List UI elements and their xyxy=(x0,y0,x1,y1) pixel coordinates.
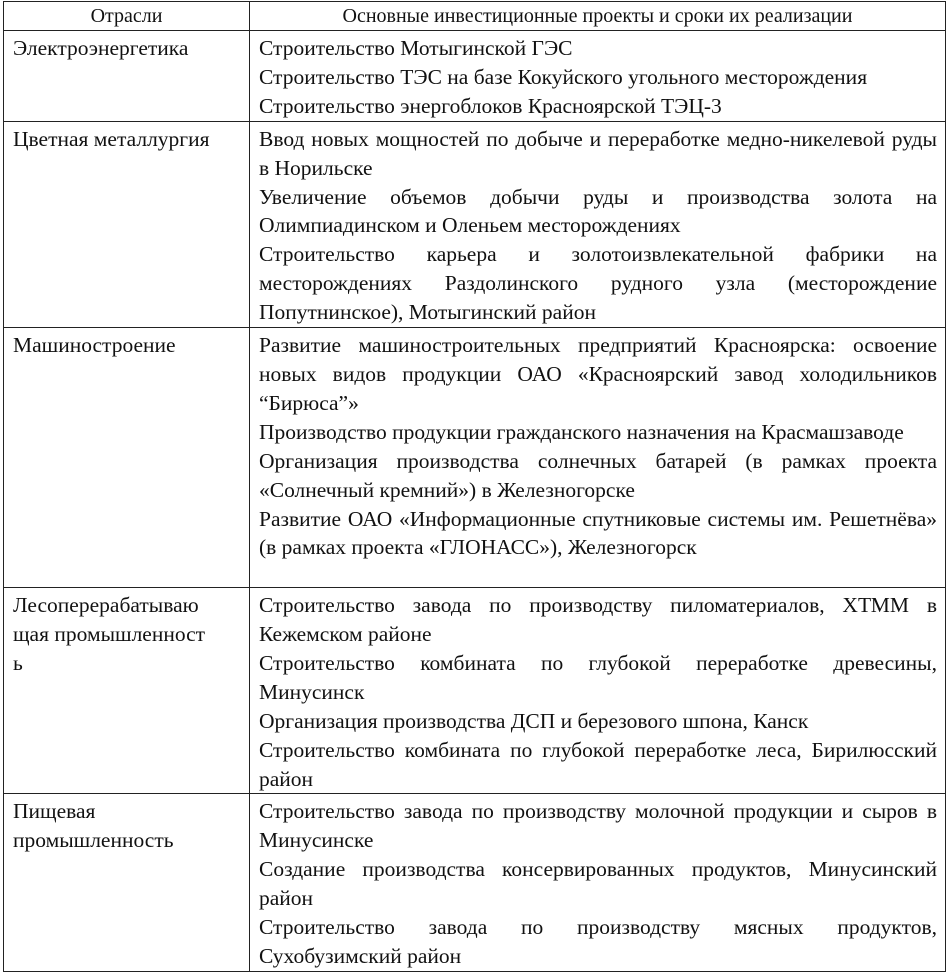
sector-name: Цветная металлургия xyxy=(13,126,210,151)
project-item: Создание производства консервированных продуктов, Минусинский район xyxy=(259,857,937,911)
sector-cell xyxy=(4,588,250,794)
sector-name: Лесоперерабатывающая промышленность xyxy=(13,593,206,675)
project-item: Строительство энергоблоков Красноярской ТЭЦ-3 xyxy=(259,93,722,118)
project-item: Увеличение объемов добычи руды и производства золота на Олимпиадинском и Оленьем месторождениях xyxy=(259,184,937,238)
investment-projects-table xyxy=(3,1,946,972)
project-item: Строительство завода по производству пиломатериалов, ХТММ в Кежемском районе xyxy=(259,593,937,646)
projects-cell xyxy=(250,121,946,327)
project-item: Строительство ТЭС на базе Кокуйского угольного месторождения xyxy=(259,64,868,89)
header-sector: Отрасли xyxy=(4,2,250,31)
sector-cell xyxy=(4,794,250,971)
table-row xyxy=(4,31,946,122)
table-row xyxy=(4,588,946,794)
table-row xyxy=(4,328,946,588)
sector-cell xyxy=(4,121,250,327)
projects-cell xyxy=(250,328,946,588)
sector-name: Электроэнергетика xyxy=(13,36,189,60)
project-item: Строительство Мотыгинской ГЭС xyxy=(259,36,573,60)
project-item: Развитие машиностроительных предприятий Красноярска: освоение новых видов продукции ОАО «Красноярский завод холодильников “Бирюса”» xyxy=(259,333,937,415)
project-item: Производство продукции гражданского назначения на Красмашзаводе xyxy=(259,419,904,444)
sector-name: Пищевая промышленность xyxy=(13,799,174,853)
projects-cell xyxy=(250,588,946,794)
project-item: Организация производства ДСП и березового шпона, Канск xyxy=(259,708,809,733)
project-item: Строительство карьера и золотоизвлекательной фабрики на месторождениях Раздолинского рудного узла (месторождение Попутнинское), Мотыгинский район xyxy=(259,242,937,325)
table-row xyxy=(4,794,946,971)
project-item: Строительство завода по производству молочной продукции и сыров в Минусинске xyxy=(259,799,937,853)
project-item: Строительство завода по производству мясных продуктов, Сухобузимский район xyxy=(259,915,937,968)
header-projects: Основные инвестиционные проекты и сроки их реализации xyxy=(250,2,946,31)
projects-cell xyxy=(250,794,946,971)
projects-cell xyxy=(250,31,946,122)
project-item: Ввод новых мощностей по добыче и переработке медно-никелевой руды в Норильске xyxy=(259,126,937,180)
sector-cell xyxy=(4,31,250,122)
project-item: Организация производства солнечных батарей (в рамках проекта «Солнечный кремний») в Железногорске xyxy=(259,448,937,502)
project-item: Строительство комбината по глубокой переработке леса, Бирилюсский район xyxy=(259,737,937,791)
table-header-row xyxy=(4,2,946,31)
table-row xyxy=(4,121,946,327)
sector-name: Машиностроение xyxy=(13,333,176,358)
sector-cell xyxy=(4,328,250,588)
project-item: Строительство комбината по глубокой переработке древесины, Минусинск xyxy=(259,650,937,704)
project-item: Развитие ОАО «Информационные спутниковые системы им. Решетнёва» (в рамках проекта «ГЛОНАСС»), Железногорск xyxy=(259,506,937,560)
